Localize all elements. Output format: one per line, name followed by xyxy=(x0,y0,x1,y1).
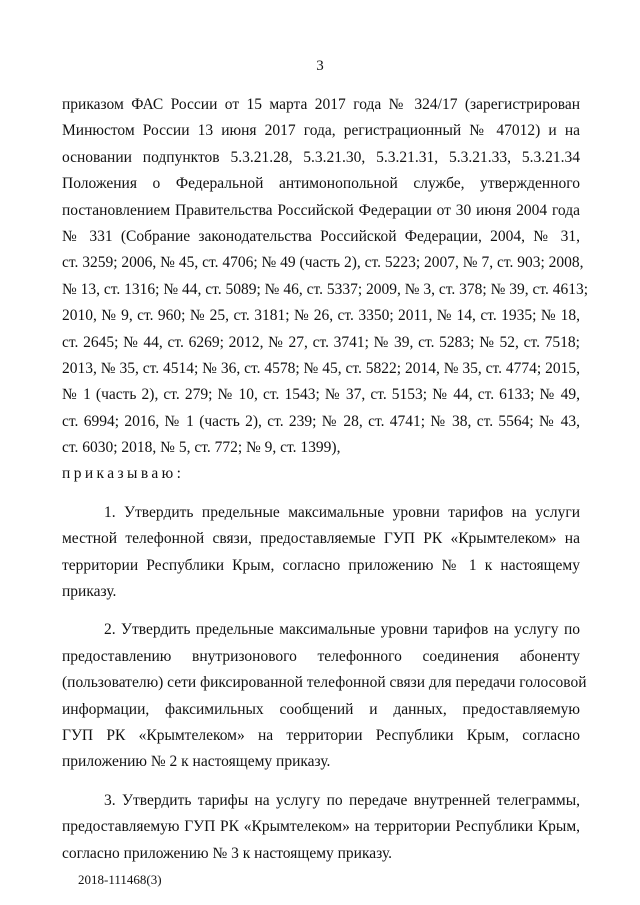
decree-item-2 xyxy=(62,617,587,775)
text-line: ст. 2645; № 44, ст. 6269; 2012, № 27, ст. 3741; № 39, ст. 5283; № 52, ст. 7518; xyxy=(62,333,580,351)
text-line: ст. 6994; 2016, № 1 (часть 2), ст. 239; № 28, ст. 4741; № 38, ст. 5564; № 43, xyxy=(62,412,580,430)
text-line: приказом ФАС России от 15 марта 2017 года № 324/17 (зарегистрирован xyxy=(62,96,580,113)
decree-item-3 xyxy=(62,788,580,867)
item-line: предоставлению внутризонового телефонного соединения абоненту xyxy=(62,647,580,665)
item-line: (пользователю) сети фиксированной телефонной связи для передачи голосовой xyxy=(62,674,587,692)
text-line: № 13, ст. 1316; № 44, ст. 5089; № 46, ст. 5337; 2009, № 3, ст. 378; № 39, ст. 4613; xyxy=(62,280,589,298)
text-line: постановлением Правительства Российской Федерации от 30 июня 2004 года xyxy=(62,201,580,219)
text-line: ст. 6030; 2018, № 5, ст. 772; № 9, ст. 1399), xyxy=(62,439,341,457)
item-line: ГУП РК «Крымтелеком» на территории Республики Крым, согласно xyxy=(62,726,580,744)
item-line: информации, факсимильных сообщений и данных, предоставляемую xyxy=(62,700,580,718)
text-line: № 1 (часть 2), ст. 279; № 10, ст. 1543; № 37, ст. 5153; № 44, ст. 6133; № 49, xyxy=(62,386,580,404)
item-line: 2. Утвердить предельные максимальные уровни тарифов на услугу по xyxy=(104,621,580,639)
document-code: 2018-111468(3) xyxy=(78,872,162,887)
item-line: предоставляемую ГУП РК «Крымтелеком» на территории Республики Крым, xyxy=(62,818,580,836)
text-line: 2010, № 9, ст. 960; № 25, ст. 3181; № 26, ст. 3350; 2011, № 14, ст. 1935; № 18, xyxy=(62,307,580,325)
decree-word: приказываю: xyxy=(62,465,185,483)
item-line: согласно приложению № 3 к настоящему приказу. xyxy=(62,844,393,862)
decree-item-1 xyxy=(62,500,580,606)
item-line: 3. Утвердить тарифы на услугу по передаче внутренней телеграммы, xyxy=(104,791,580,809)
item-line: приложению № 2 к настоящему приказу. xyxy=(62,753,331,771)
text-line: 2013, № 35, ст. 4514; № 36, ст. 4578; № 45, ст. 5822; 2014, № 35, ст. 4774; 2015, xyxy=(62,359,580,377)
document-body xyxy=(62,92,589,867)
page-number: 3 xyxy=(316,58,324,74)
text-line: ст. 3259; 2006, № 45, ст. 4706; № 49 (часть 2), ст. 5223; 2007, № 7, ст. 903; 2008, xyxy=(62,254,584,272)
item-line: местной телефонной связи, предоставляемые ГУП РК «Крымтелеком» на xyxy=(62,530,580,548)
item-line: территории Республики Крым, согласно приложению № 1 к настоящему xyxy=(62,556,580,574)
item-line: 1. Утвердить предельные максимальные уровни тарифов на услуги xyxy=(104,503,580,521)
item-line: приказу. xyxy=(62,583,117,601)
text-line: № 331 (Собрание законодательства Российской Федерации, 2004, № 31, xyxy=(62,227,580,245)
text-line: основании подпунктов 5.3.21.28, 5.3.21.30, 5.3.21.31, 5.3.21.33, 5.3.21.34 xyxy=(62,148,580,166)
text-line: Минюстом России 13 июня 2017 года, регистрационный № 47012) и на xyxy=(62,122,580,140)
text-line: Положения о Федеральной антимонопольной службе, утвержденного xyxy=(62,175,580,193)
